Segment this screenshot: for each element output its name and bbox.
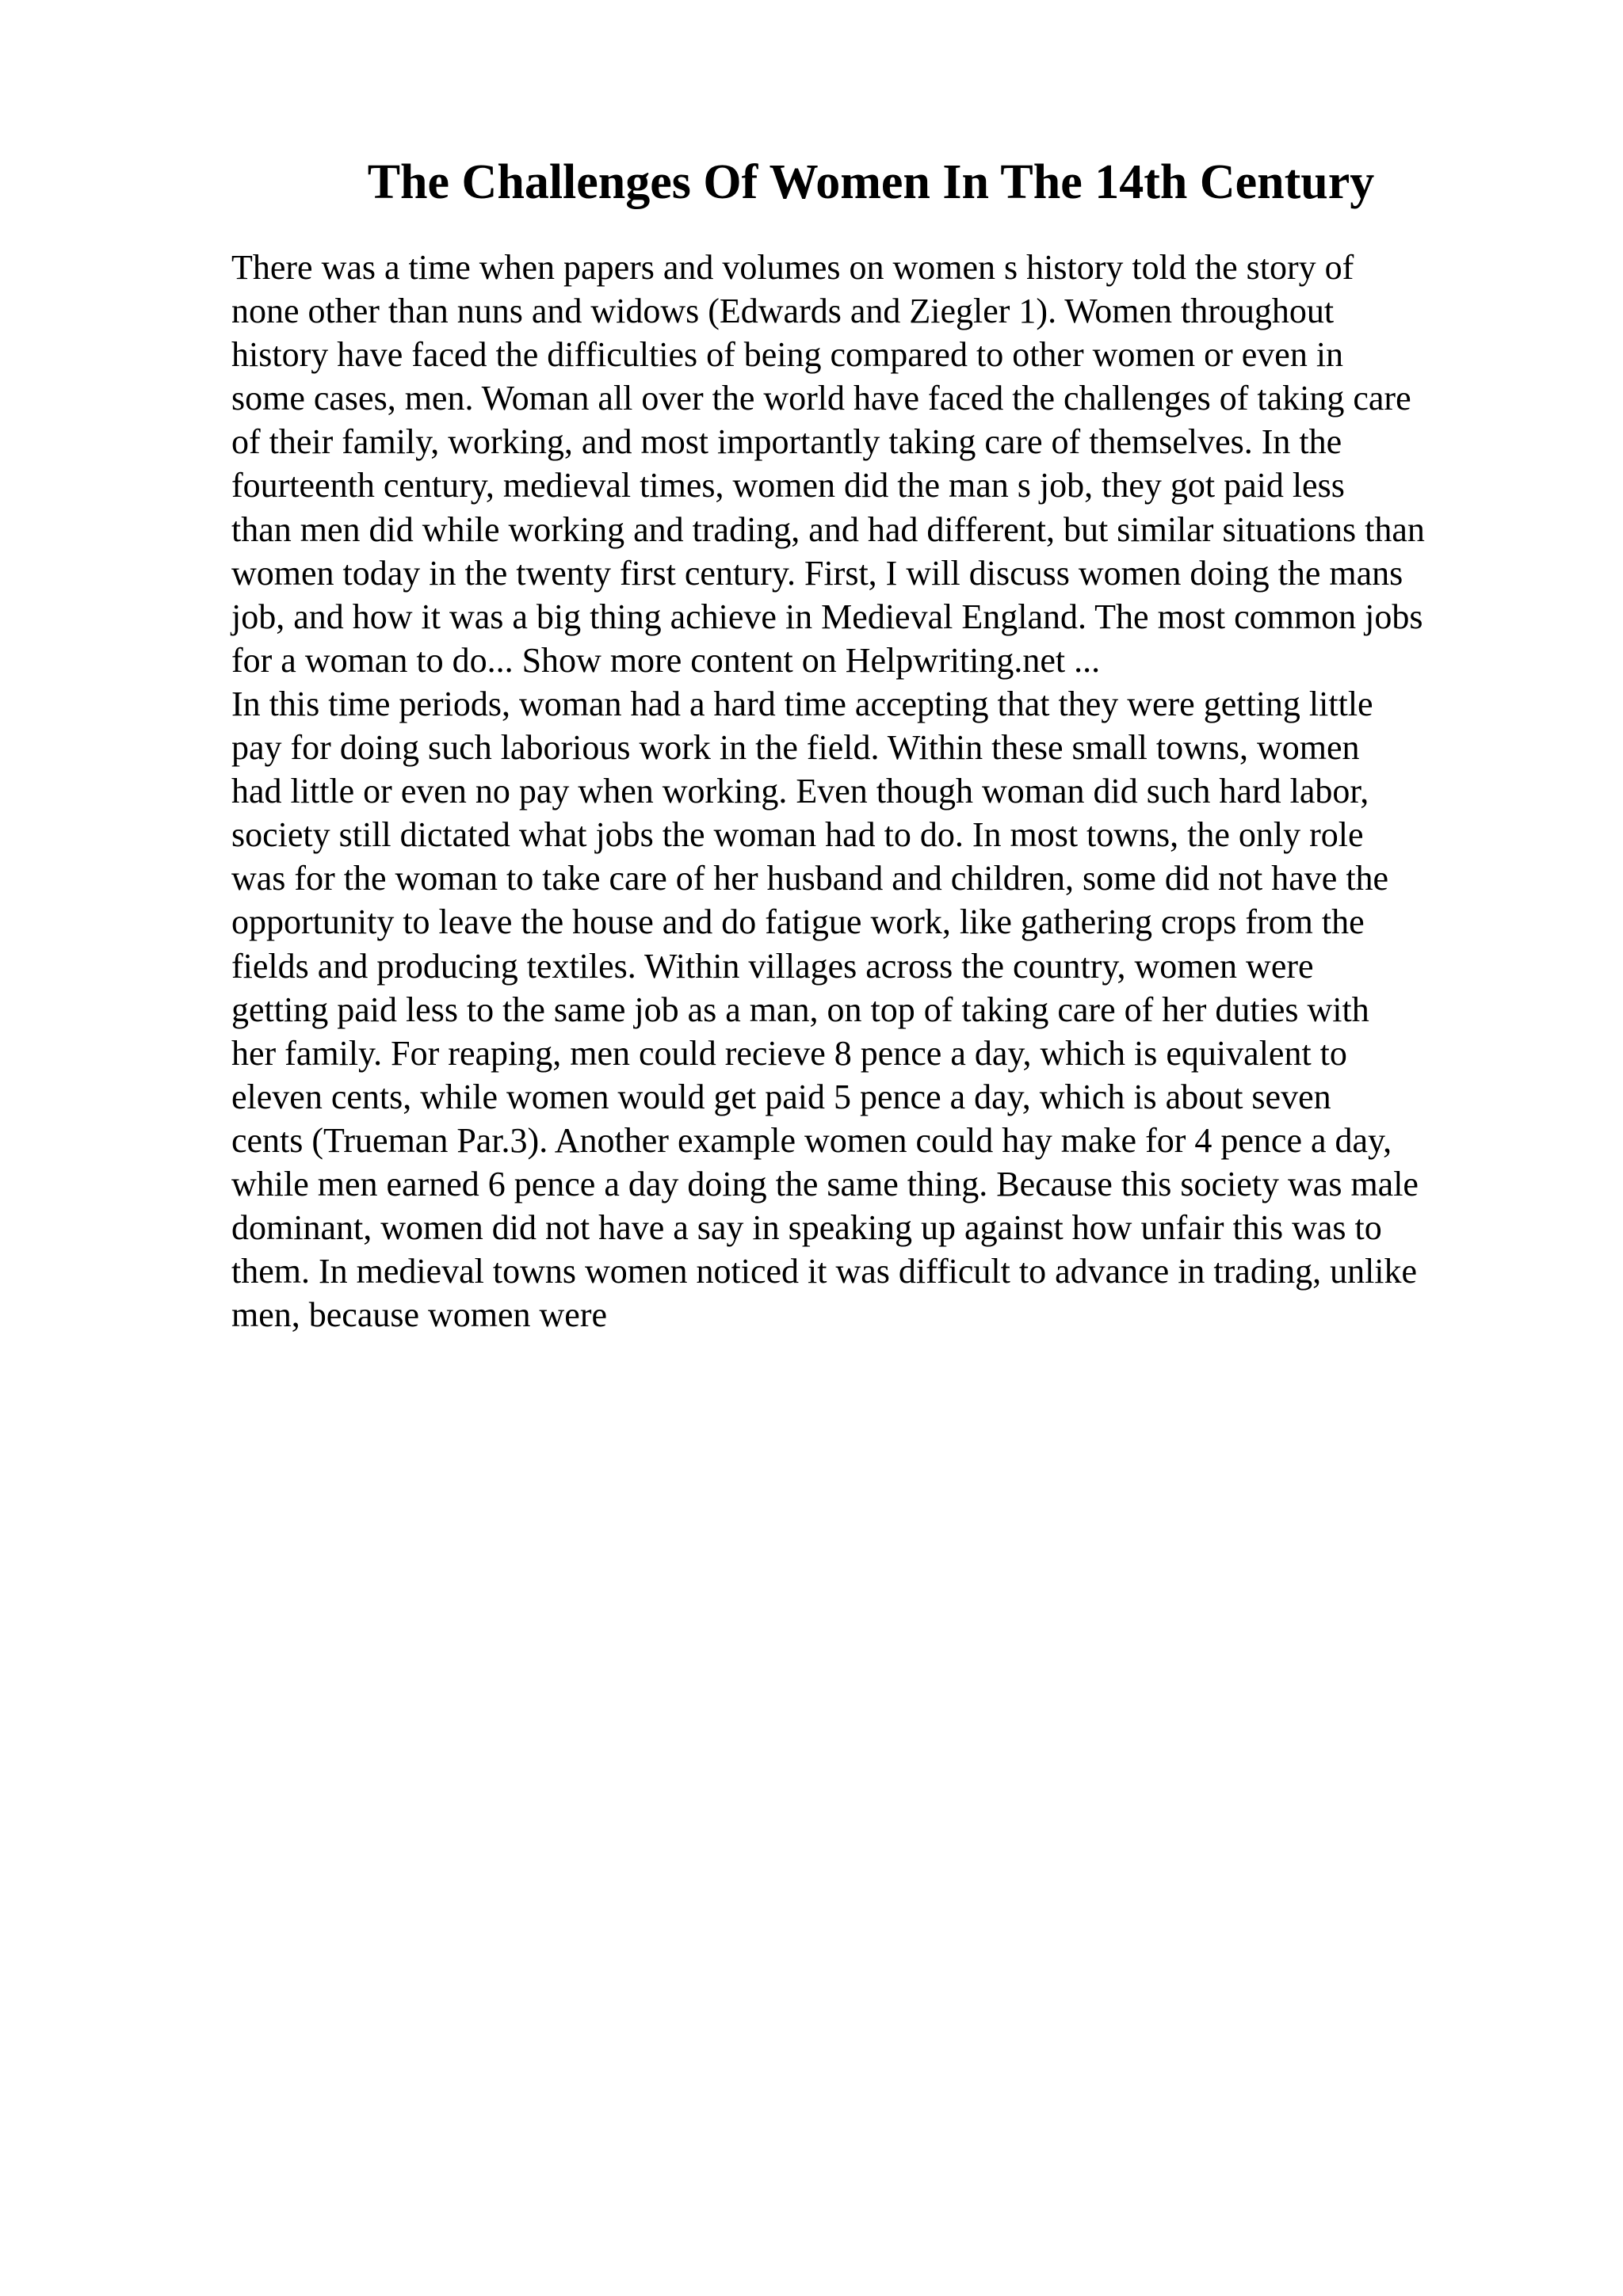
paragraph-1 bbox=[231, 246, 1515, 682]
text-line: cents (Trueman Par.3). Another example women could hay make for 4 pence a day, bbox=[231, 1120, 1392, 1160]
text-line: than men did while working and trading, and had different, but similar situations than bbox=[231, 509, 1425, 549]
text-line: men, because women were bbox=[231, 1295, 608, 1335]
text-line: women today in the twenty first century. First, I will discuss women doing the mans bbox=[231, 553, 1403, 593]
text-line: eleven cents, while women would get paid 5 pence a day, which is about seven bbox=[231, 1077, 1331, 1116]
text-line: of their family, working, and most importantly taking care of themselves. In the bbox=[231, 422, 1342, 462]
text-line: history have faced the difficulties of being compared to other women or even in bbox=[231, 335, 1344, 375]
text-line: job, and how it was a big thing achieve in Medieval England. The most common jobs bbox=[231, 597, 1423, 636]
text-line: fourteenth century, medieval times, women did the man s job, they got paid less bbox=[231, 466, 1345, 505]
text-line: pay for doing such laborious work in the field. Within these small towns, women bbox=[231, 728, 1360, 768]
text-line: getting paid less to the same job as a man, on top of taking care of her duties with bbox=[231, 990, 1369, 1029]
text-line: had little or even no pay when working. Even though woman did such hard labor, bbox=[231, 772, 1369, 811]
text-line: some cases, men. Woman all over the world have faced the challenges of taking care bbox=[231, 379, 1411, 418]
text-line: was for the woman to take care of her husband and children, some did not have the bbox=[231, 859, 1389, 898]
text-line: There was a time when papers and volumes on women s history told the story of bbox=[231, 248, 1354, 287]
text-line: while men earned 6 pence a day doing the same thing. Because this society was male bbox=[231, 1164, 1419, 1203]
text-line: society still dictated what jobs the woman had to do. In most towns, the only role bbox=[231, 815, 1364, 855]
text-line: none other than nuns and widows (Edwards and Ziegler 1). Women throughout bbox=[231, 292, 1335, 331]
text-line: dominant, women did not have a say in speaking up against how unfair this was to bbox=[231, 1208, 1382, 1248]
text-line: In this time periods, woman had a hard time accepting that they were getting little bbox=[231, 684, 1373, 723]
text-line: opportunity to leave the house and do fatigue work, like gathering crops from the bbox=[231, 902, 1365, 942]
document-body bbox=[231, 246, 1515, 1337]
text-line: them. In medieval towns women noticed it was difficult to advance in trading, unlike bbox=[231, 1252, 1418, 1291]
paragraph-2 bbox=[231, 682, 1515, 1337]
text-line: for a woman to do... Show more content on Helpwriting.net ... bbox=[231, 640, 1101, 680]
text-line: fields and producing textiles. Within villages across the country, women were bbox=[231, 946, 1314, 986]
text-line: her family. For reaping, men could recieve 8 pence a day, which is equivalent to bbox=[231, 1033, 1347, 1073]
document-title: The Challenges Of Women In The 14th Century bbox=[367, 155, 1375, 209]
